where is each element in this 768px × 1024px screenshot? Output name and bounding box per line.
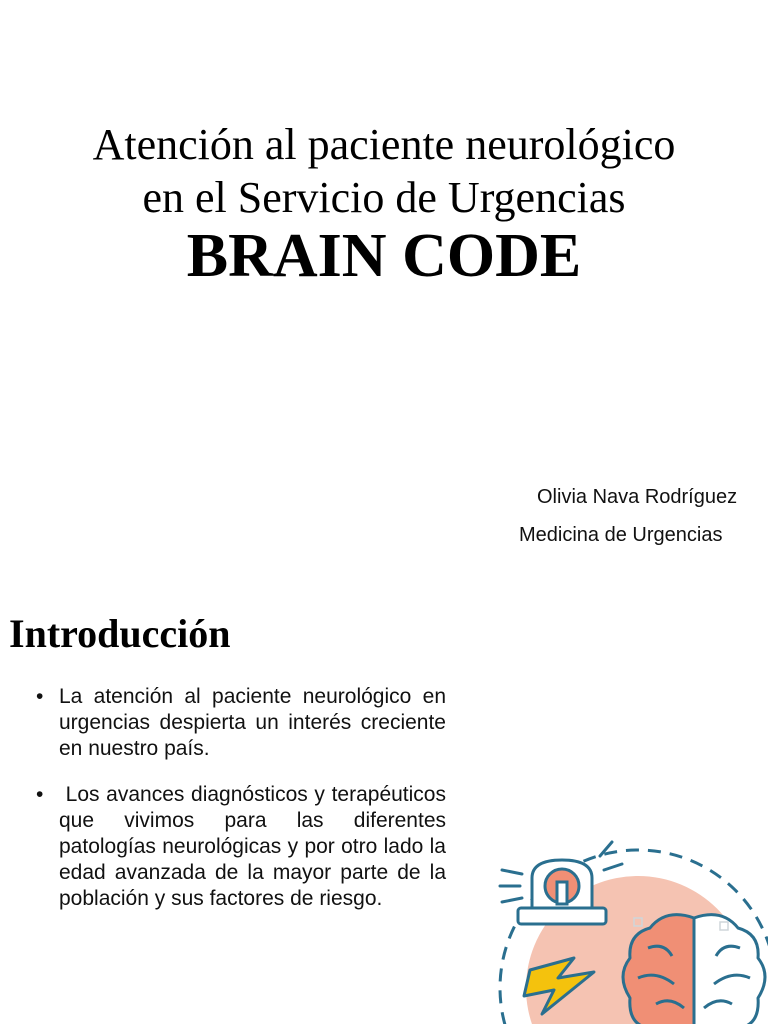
- slide-title: [0, 118, 768, 224]
- bullet-marker: •: [36, 685, 44, 708]
- bullet-marker: •: [36, 783, 44, 806]
- bullet-text: Los avances diagnósticos y terapéuticos que vivimos para las diferentes patologías neurológicas y por otro lado la edad avanzada de la mayor parte de la población y sus factores de riesgo.: [59, 783, 452, 910]
- brain-icon: [623, 915, 765, 1024]
- emergency-brain-illustration: [488, 838, 768, 1024]
- title-line-2: en el Servicio de Urgencias: [142, 173, 626, 222]
- list-item: [36, 782, 452, 912]
- intro-heading: Introducción: [9, 611, 231, 656]
- intro-slide: [0, 580, 768, 1024]
- bullet-text: La atención al paciente neurológico en urgencias despierta un interés creciente en nuestro país.: [59, 685, 446, 760]
- title-line-1: Atención al paciente neurológico: [92, 120, 676, 169]
- department-name: Medicina de Urgencias: [519, 524, 723, 546]
- list-item: [36, 684, 446, 762]
- main-title: BRAIN CODE: [186, 222, 582, 290]
- bullet-list: [36, 684, 452, 932]
- author-name: Olivia Nava Rodríguez: [537, 486, 738, 508]
